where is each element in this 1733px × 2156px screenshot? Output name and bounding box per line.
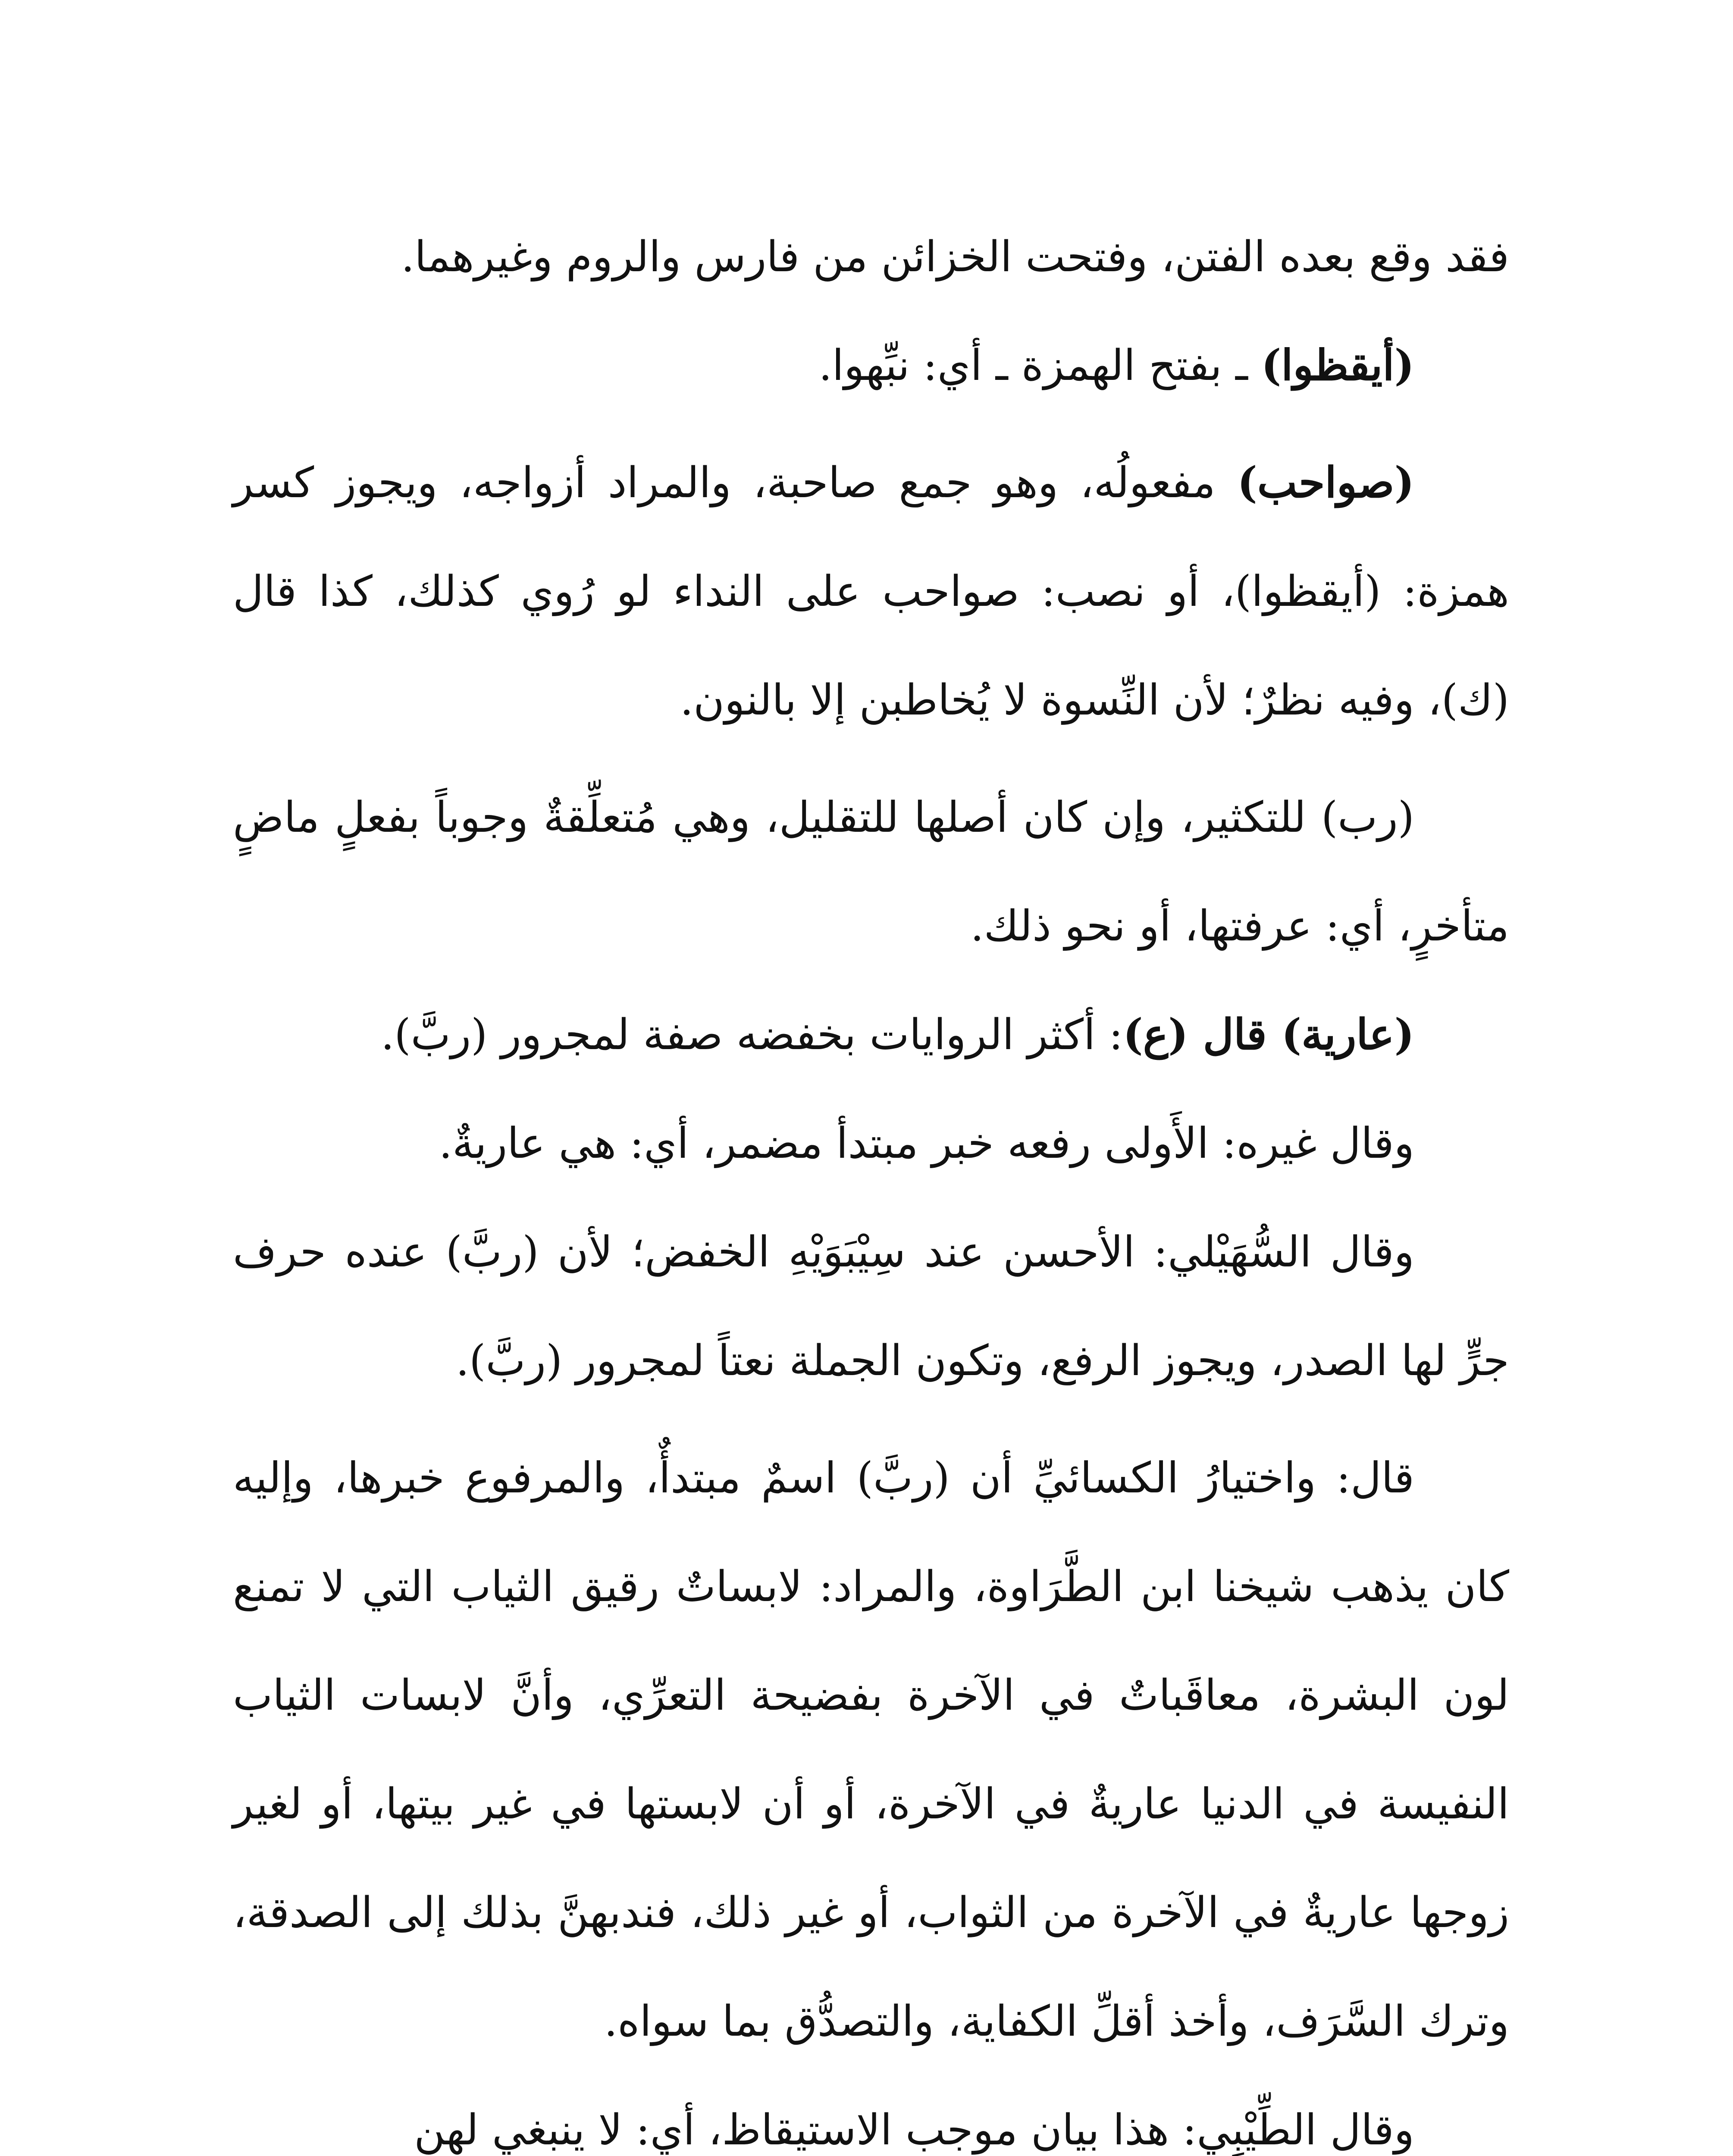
paragraph-2-text: ـ بفتح الهمزة ـ أي: نبِّهوا.: [818, 341, 1261, 390]
paragraph-9-text: وقال الطِّيْبِي: هذا بيان موجب الاستيقاظ، أي: لا ينبغي لهن: [414, 2106, 1414, 2155]
paragraph-7: [233, 1198, 1509, 1415]
paragraph-8: [233, 1424, 1509, 2076]
paragraph-1-text: فقد وقع بعده الفتن، وفتحت الخزائن من فارس والروم وغيرهما.: [401, 232, 1509, 282]
paragraph-5-text: : أكثر الروايات بخفضه صفة لمجرور (ربَّ).: [381, 1010, 1123, 1059]
paragraph-5: [233, 981, 1509, 1089]
paragraph-4: [233, 763, 1509, 981]
paragraph-3-lead: (صواحب): [1237, 458, 1414, 508]
paragraph-6: [233, 1089, 1509, 1198]
paragraph-7-text: وقال السُّهَيْلي: الأحسن عند سِيْبَوَيْهِ الخفض؛ لأن (ربَّ) عنده حرف جرٍّ لها الصدر، ويجوز الرفع، وتكون الجملة نعتاً لمجرور (ربَّ).: [233, 1228, 1509, 1385]
paragraph-8-text: قال: واختيارُ الكسائيِّ أن (ربَّ) اسمٌ مبتدأٌ، والمرفوع خبرها، وإليه كان يذهب شيخنا ابن الطَّرَاوة، والمراد: لابساتٌ رقيق الثياب التي لا تمنع لون البشرة، معاقَباتٌ في الآخرة بفضيحة التعرِّي، وأنَّ لابسات الثياب النفيسة في الدنيا عاريةٌ في الآخرة، أو أن لابستها في غير بيتها، أو لغير زوجها عاريةٌ في الآخرة من الثواب، أو غير ذلك، فندبهنَّ بذلك إلى الصدقة، وترك السَّرَف، وأخذ أقلِّ الكفاية، والتصدُّق بما سواه.: [233, 1454, 1509, 2046]
paragraph-1: [233, 203, 1509, 311]
paragraph-3: [233, 429, 1509, 755]
paragraph-3-text: مفعولُه، وهو جمع صاحبة، والمراد أزواجه، ويجوز كسر همزة: (أيقظوا)، أو نصب: صواحب على النداء لو رُوي كذلك، كذا قال (ك)، وفيه نظرٌ؛ لأن النِّسوة لا يُخاطبن إلا بالنون.: [233, 458, 1509, 725]
page-body-text: [233, 203, 1509, 2156]
paragraph-4-text: (رب) للتكثير، وإن كان أصلها للتقليل، وهي مُتعلِّقةٌ وجوباً بفعلٍ ماضٍ متأخرٍ، أي: عرفتها، أو نحو ذلك.: [233, 793, 1509, 951]
paragraph-9: [233, 2076, 1509, 2156]
paragraph-5-lead: (عارية) قال (ع): [1123, 1010, 1414, 1059]
paragraph-6-text: وقال غيره: الأَولى رفعه خبر مبتدأ مضمر، أي: هي عاريةٌ.: [439, 1119, 1414, 1168]
paragraph-2-lead: (أيقظوا): [1261, 341, 1414, 390]
paragraph-2: [233, 311, 1509, 420]
